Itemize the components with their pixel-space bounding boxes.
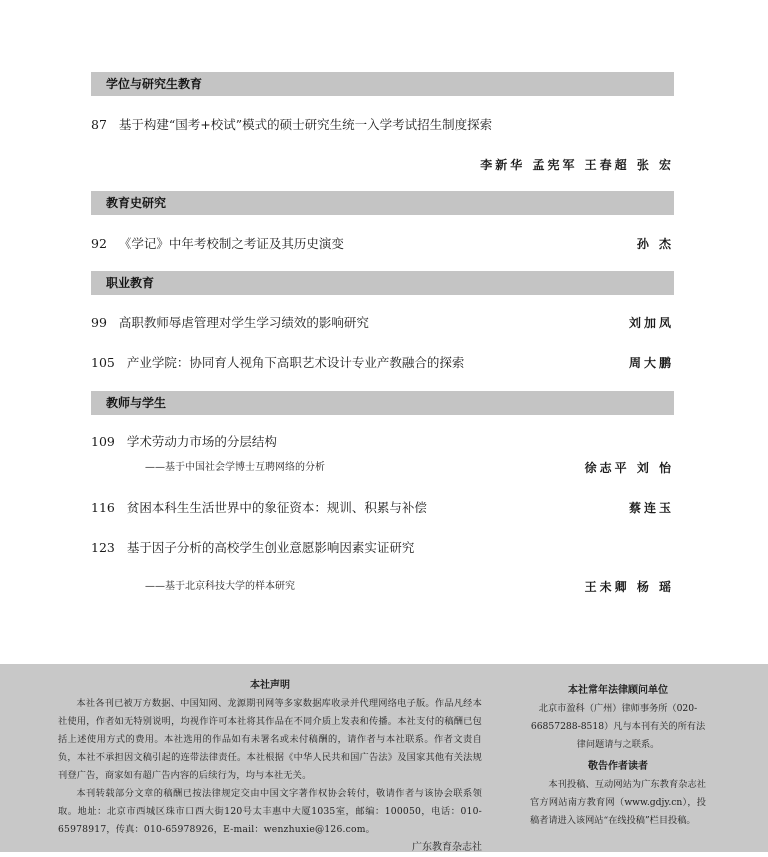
section-title: 教师与学生 xyxy=(106,396,167,410)
article-title[interactable]: 学术劳动力市场的分层结构 xyxy=(126,434,277,449)
page-number: 99 xyxy=(91,315,107,330)
article-title[interactable]: 基于因子分析的高校学生创业意愿影响因素实证研究 xyxy=(126,540,415,555)
article-authors: 孙 杰 xyxy=(636,237,674,251)
toc-entry[interactable] xyxy=(91,500,674,516)
notice-body: 本刊投稿、互动网站为广东教育杂志社官方网站南方教育网（www.gdjy.cn），投稿者请进入该网站“在线投稿”栏目投稿。 xyxy=(530,779,706,826)
article-title[interactable]: 产业学院：协同育人视角下高职艺术设计专业产教融合的探索 xyxy=(126,355,465,370)
page-number: 109 xyxy=(91,434,115,449)
page-number: 87 xyxy=(91,117,107,132)
section-header xyxy=(91,72,674,96)
page-number: 116 xyxy=(91,500,115,515)
statement-block xyxy=(58,677,482,857)
article-title[interactable]: 基于构建“国考+校试”模式的硕士研究生统一入学考试招生制度探索 xyxy=(118,117,493,132)
section-title: 学位与研究生教育 xyxy=(106,77,203,91)
page-number: 92 xyxy=(91,236,107,251)
toc-entry[interactable] xyxy=(91,540,674,556)
statement-paragraph: 本社各刊已被万方数据、中国知网、龙源期刊网等多家数据库收录并代理网络电子版。作品凡经本社使用，作者如无特别说明，均视作许可本社将其作品在不同介质上发表和传播。本社支付的稿酬已包括上述使用方式的费用。本社选用的作品如有未署名或未付稿酬的，请作者与本社联系。作者文责自负，本社不承担因文稿引起的连带法律责任。本社根据《中华人民共和国广告法》及国家其他有关法规刊登广告，商家如有超广告内容的后续行为，均与本社无关。 xyxy=(58,698,482,781)
section-header xyxy=(91,191,674,215)
section-title: 职业教育 xyxy=(106,276,155,290)
article-authors: 刘加凤 xyxy=(628,316,674,330)
legal-body: 北京市盈科（广州）律师事务所（020-66857288-8518）凡与本刊有关的所有法律问题请与之联系。 xyxy=(530,703,706,750)
article-authors: 周大鹏 xyxy=(628,356,674,370)
toc-entry[interactable] xyxy=(91,434,674,450)
toc-entry[interactable] xyxy=(91,315,674,331)
toc-entry[interactable] xyxy=(91,355,674,371)
publisher-signature: 广东教育杂志社 xyxy=(412,842,482,853)
article-subtitle: ——基于中国社会学博士互聘网络的分析 xyxy=(145,462,325,473)
article-authors: 徐志平 刘 怡 xyxy=(584,461,674,475)
article-title[interactable]: 《学记》中年考校制之考证及其历史演变 xyxy=(118,236,344,251)
article-title[interactable]: 高职教师辱虐管理对学生学习绩效的影响研究 xyxy=(118,315,369,330)
section-header xyxy=(91,271,674,295)
page-number: 105 xyxy=(91,355,115,370)
toc-entry[interactable] xyxy=(91,117,674,133)
section-header xyxy=(91,391,674,415)
footer-panel xyxy=(0,664,768,852)
section-title: 教育史研究 xyxy=(106,196,167,210)
article-authors: 蔡连玉 xyxy=(628,501,674,515)
statement-paragraph: 本刊转载部分文章的稿酬已按法律规定交由中国文字著作权协会转付，敬请作者与该协会联系领取。地址：北京市西城区珠市口西大街120号太丰惠中大厦1035室，邮编：100050，电话：010-65978917，传真：010-65978926，E-mail：wenzhuxie@126.com。 xyxy=(58,788,482,835)
statement-title: 本社声明 xyxy=(250,680,290,691)
notice-block xyxy=(530,682,706,830)
legal-title: 本社常年法律顾问单位 xyxy=(568,685,668,696)
page-number: 123 xyxy=(91,540,115,555)
article-subtitle: ——基于北京科技大学的样本研究 xyxy=(145,581,295,592)
article-title[interactable]: 贫困本科生生活世界中的象征资本：规训、积累与补偿 xyxy=(126,500,427,515)
article-authors: 李新华 孟宪军 王春超 张 宏 xyxy=(480,158,674,172)
toc-entry[interactable] xyxy=(91,236,674,252)
notice-title: 敬告作者读者 xyxy=(588,761,648,772)
article-authors: 王未卿 杨 瑶 xyxy=(584,580,674,594)
